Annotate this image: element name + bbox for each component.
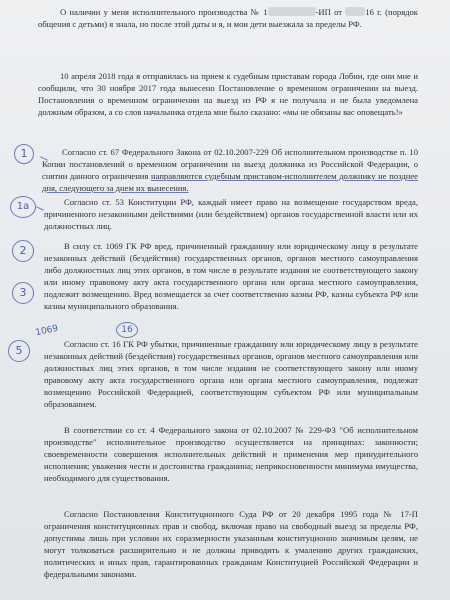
handwritten-number: 16: [121, 325, 133, 335]
paragraph-4: Согласно ст. 53 Конституции РФ, каждый имеет право на возмещение государством вреда, причиненного незаконными действиями (или бездействием) органов государственной власти или их должностных лиц.: [44, 197, 418, 231]
redaction-mark: [345, 7, 365, 16]
paragraph-8: Согласно Постановления Конституционного Суда РФ от 20 декабря 1995 года № 17-П ограничения конституционных прав и свобод, включая право на свободный выезд за пределы РФ, допустимы лишь при условии их соразмерности указанным конституционно значимым целям, не могут толковаться расширительно и не должны приводить к умалению других гражданских, политических и иных прав, гарантированных гражданам Конституцией Российской Федерации и федеральными законами.: [44, 509, 418, 579]
paragraph-3-text: Согласно ст. 67 Федерального Закона от 02.10.2007-229 Об исполнительном производстве п. 10 Копии постановлений о временном ограничении на выезд должника из Российской Федерации, о снятии данного ограничения: [42, 147, 418, 181]
pen-stroke: [36, 206, 44, 210]
handwritten-mark-5: [8, 340, 30, 362]
paragraph-6: Согласно ст. 16 ГК РФ убытки, причиненные гражданину или юридическому лицу в результате незаконных действий (бездействия) государственных органов, органов местного самоуправления или должностных лиц этих органов, в том числе издания не соответствующего закону или иному правовому акту акта государственного органа или органа местного самоуправления, подлежат возмещению Российской Федерацией, соответствующим субъектом РФ или муниципальным образованием.: [44, 339, 418, 409]
paragraph-1: [38, 6, 418, 30]
handwritten-number: 3: [19, 286, 27, 299]
redaction-mark: [268, 7, 316, 16]
handwritten-mark-1a: [10, 196, 36, 218]
underlined-text: направляются судебным приставом-исполнителем должнику не позднее дня, следующего за днем их вынесения.: [42, 171, 418, 193]
paragraph-1-end: 16 г. (порядок общения с детьми) я знала, но после этой даты и я, и мои дети выезжала за пределы РФ.: [38, 7, 418, 29]
handwritten-mark-2: [12, 240, 34, 262]
handwritten-number: 5: [15, 344, 23, 357]
paragraph-7: В соответствии со ст. 4 Федерального закона от 02.10.2007 № 229-ФЗ "Об исполнительном производстве" исполнительное производство осуществляется на принципах: законности; своевременности совершения исполнительных действий и применения мер принудительного исполнения; уважения чести и достоинства гражданина; неприкосновенности минимума имущества, необходимого для существования.: [44, 425, 418, 483]
handwritten-number: 2: [19, 244, 27, 257]
paragraph-1-mid: -ИП от: [315, 7, 343, 17]
handwritten-number: 1а: [16, 201, 30, 212]
handwritten-mark-16: [116, 322, 138, 338]
paragraph-2: 10 апреля 2018 года я отправилась на прием к судебным приставам города Лобни, где они мне и сообщили, что 30 ноября 2017 года вынесено Постановление о временном ограничении на выезд. Постановления о временном ограничении на выезд из РФ я не получала и не была уведомлена должным образом, а со слов начальника отдела мне было сказано: «мы не обязаны вас оповещать!»: [38, 71, 418, 117]
paragraph-1-start: О наличии у меня исполнительного производства № 1: [60, 7, 268, 17]
handwritten-number: 1069: [34, 323, 60, 339]
handwritten-number: 1: [20, 147, 28, 160]
handwritten-mark-1: [14, 144, 34, 164]
paragraph-3: [42, 146, 418, 194]
handwritten-mark-3: [12, 282, 34, 304]
paragraph-5: В силу ст. 1069 ГК РФ вред, причиненный гражданину или юридическому лицу в результате незаконных действий (бездействия) государственных органов, органов местного самоуправления либо должностных лиц этих органов, в том числе в результате издания не соответствующего закону или иному правовому акту акта государственного органа или органа местного самоуправления, подлежит возмещению. Вред возмещается за счет соответственно казны РФ, казны субъекта РФ или казны муниципального образования.: [44, 241, 418, 311]
